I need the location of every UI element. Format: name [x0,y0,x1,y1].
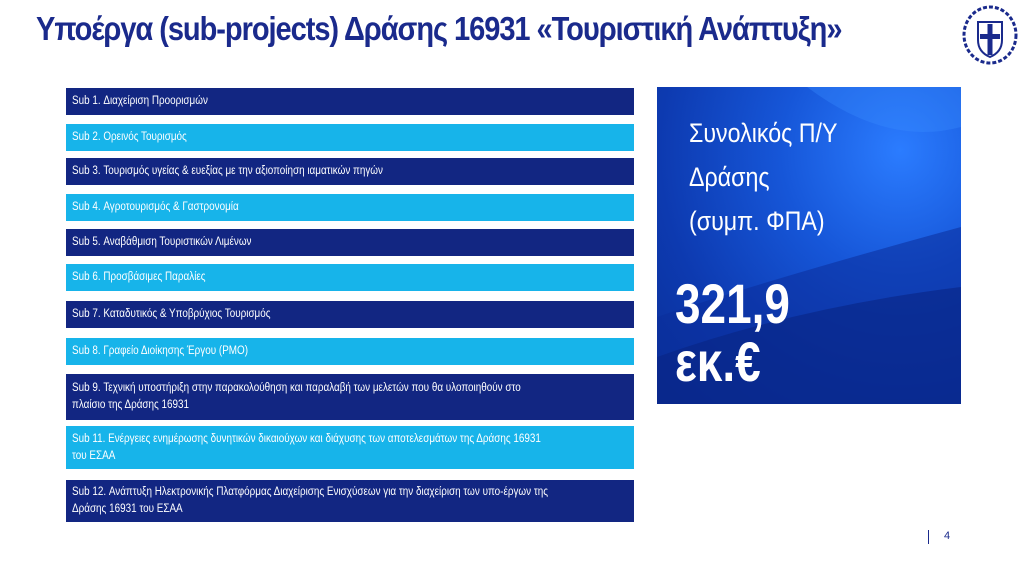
subproject-item-8 [66,338,634,365]
budget-value [675,272,888,393]
budget-label-line: Συνολικός Π/Υ [689,118,838,148]
footer-divider [928,530,929,544]
subproject-item-3 [66,158,634,185]
subproject-item-4 [66,194,634,221]
page-title: Υποέργα (sub-projects) Δράσης 16931 «Τουριστική Ανάπτυξη» [36,10,842,47]
subproject-label: Sub 12. Ανάπτυξη Ηλεκτρονικής Πλατφόρμας Διαχείρισης Ενισχύσεων για την διαχείριση των υπο-έργων της Δράσης 16931 του ΕΣΑΑ [72,486,549,515]
subproject-label: Sub 3. Τουρισμός υγείας & ευεξίας με την αξιοποίηση ιαματικών πηγών [72,165,383,178]
subproject-item-1 [66,88,634,115]
subproject-label: Sub 8. Γραφείο Διοίκησης Έργου (PMO) [72,345,249,358]
subproject-label: Sub 1. Διαχείριση Προορισμών [72,95,208,108]
subproject-item-7 [66,301,634,328]
subproject-label: Sub 9. Τεχνική υποστήριξη στην παρακολούθηση και παραλαβή των μελετών που θα υλοποιηθούν στο πλαίσιο της Δράσης 16931 [72,382,521,411]
budget-panel [657,87,961,404]
subproject-label: Sub 11. Ενέργειες ενημέρωσης δυνητικών δικαιούχων και διάχυσης των αποτελεσμάτων της Δράσης 16931 του ΕΣΑΑ [72,432,541,462]
page-number: 4 [944,530,951,542]
subproject-label: Sub 5. Αναβάθμιση Τουριστικών Λιμένων [72,236,252,249]
subproject-label: Sub 2. Ορεινός Τουρισμός [72,131,187,144]
subproject-item-6 [66,264,634,291]
subproject-label: Sub 4. Αγροτουρισμός & Γαστρονομία [72,201,239,214]
subproject-item-12 [66,480,634,522]
budget-label-line: (συμπ. ΦΠΑ) [689,206,825,236]
subproject-label: Sub 7. Καταδυτικός & Υποβρύχιος Τουρισμός [72,308,271,321]
subproject-item-5 [66,229,634,256]
budget-label-line: Δράσης [689,162,770,192]
subproject-item-9 [66,374,634,420]
budget-label [689,111,895,243]
budget-amount: 321,9 [675,272,790,335]
subproject-label: Sub 6. Προσβάσιμες Παραλίες [72,271,206,284]
subproject-item-2 [66,124,634,151]
greek-coat-of-arms-icon [961,4,1019,66]
budget-unit: εκ.€ [675,330,761,393]
subproject-item-11 [66,426,634,469]
